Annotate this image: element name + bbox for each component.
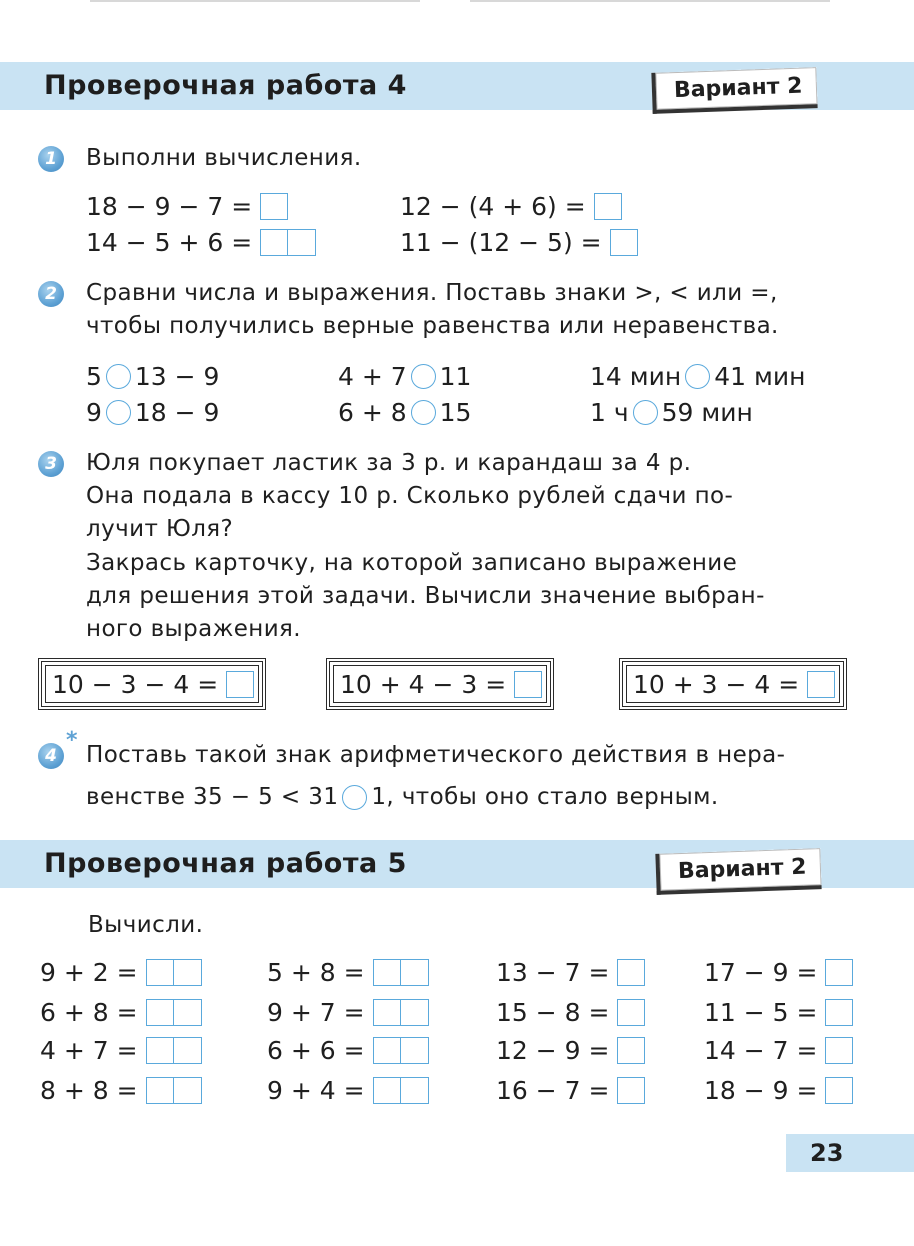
answer-box-ones[interactable] (401, 959, 429, 986)
compare-left: 4 + 7 (338, 362, 407, 391)
answer-box-tens[interactable] (373, 959, 401, 986)
calc-expression: 17 − 9 = (704, 958, 818, 987)
answer-box-tens[interactable] (146, 999, 174, 1026)
calc-expression: 16 − 7 = (496, 1076, 610, 1105)
calc-expression: 18 − 9 = (704, 1076, 818, 1105)
calc-1-4 (40, 1076, 202, 1105)
expression-card-3[interactable] (619, 658, 847, 710)
answer-box-tens[interactable] (146, 959, 174, 986)
answer-box[interactable] (594, 193, 622, 220)
answer-box[interactable] (226, 671, 254, 698)
calc-2-4 (267, 1076, 429, 1105)
compare-pair-2 (338, 362, 471, 391)
compare-left: 1 ч (590, 398, 629, 427)
compare-sign-circle[interactable] (106, 364, 131, 389)
work4-title: Проверочная работа 4 (44, 70, 407, 101)
operation-sign-circle[interactable] (342, 785, 367, 810)
calc-expression: 8 + 8 = (40, 1076, 138, 1105)
calc-expression: 11 − 5 = (704, 998, 818, 1027)
task1-expr-3-text: 14 − 5 + 6 = (86, 228, 253, 257)
work5-prompt: Вычисли. (88, 912, 204, 938)
card-expression: 10 − 3 − 4 = (52, 669, 219, 699)
compare-right: 11 (439, 362, 472, 391)
top-rule-right (470, 0, 830, 2)
answer-box[interactable] (617, 999, 645, 1026)
compare-left: 9 (86, 398, 102, 427)
compare-right: 41 мин (714, 362, 806, 391)
answer-box-ones[interactable] (174, 999, 202, 1026)
task1-prompt: Выполни вычисления. (86, 145, 362, 171)
task3-line-1: Юля покупает ластик за 3 р. и карандаш за 4 р. (86, 450, 692, 476)
task2-prompt-line2: чтобы получились верные равенства или неравенства. (86, 313, 779, 339)
calc-2-3 (267, 1036, 429, 1065)
calc-4-4 (704, 1076, 853, 1105)
work4-variant-label: Вариант 2 (651, 67, 817, 114)
answer-box-tens[interactable] (146, 1077, 174, 1104)
card-expression: 10 + 4 − 3 = (340, 669, 507, 699)
task1-expr-4 (400, 228, 638, 257)
task1-number-icon: 1 (38, 146, 64, 172)
task4-line-1: Поставь такой знак арифметического действия в нера- (86, 742, 786, 768)
compare-right: 13 − 9 (134, 362, 220, 391)
calc-4-2 (704, 998, 853, 1027)
answer-box[interactable] (617, 959, 645, 986)
task1-expr-1 (86, 192, 288, 221)
card-expression: 10 + 3 − 4 = (633, 669, 800, 699)
compare-pair-5 (338, 398, 471, 427)
task1-expr-1-text: 18 − 9 − 7 = (86, 192, 253, 221)
task3-line-6: ного выражения. (86, 616, 301, 642)
calc-4-1 (704, 958, 853, 987)
compare-right: 18 − 9 (134, 398, 220, 427)
answer-box[interactable] (514, 671, 542, 698)
calc-expression: 5 + 8 = (267, 958, 365, 987)
task1-expr-4-text: 11 − (12 − 5) = (400, 228, 602, 257)
task2-prompt-line1: Сравни числа и выражения. Поставь знаки >, < или =, (86, 280, 778, 306)
expression-card-1[interactable] (38, 658, 266, 710)
compare-sign-circle[interactable] (106, 400, 131, 425)
answer-box-tens[interactable] (146, 1037, 174, 1064)
task2-number-icon: 2 (38, 281, 64, 307)
compare-sign-circle[interactable] (633, 400, 658, 425)
star-icon: * (66, 728, 78, 753)
compare-left: 6 + 8 (338, 398, 407, 427)
calc-expression: 13 − 7 = (496, 958, 610, 987)
calc-expression: 6 + 8 = (40, 998, 138, 1027)
compare-right: 15 (439, 398, 472, 427)
calc-expression: 14 − 7 = (704, 1036, 818, 1065)
calc-expression: 6 + 6 = (267, 1036, 365, 1065)
task4-line-2 (86, 784, 719, 810)
calc-1-3 (40, 1036, 202, 1065)
answer-box-ones[interactable] (401, 1077, 429, 1104)
calc-3-2 (496, 998, 645, 1027)
calc-1-2 (40, 998, 202, 1027)
calc-expression: 9 + 4 = (267, 1076, 365, 1105)
task4-number-icon: 4 (38, 743, 64, 769)
page-number: 23 (786, 1134, 914, 1172)
answer-box[interactable] (617, 1037, 645, 1064)
answer-box-tens[interactable] (260, 229, 288, 256)
task1-expr-2 (400, 192, 622, 221)
compare-pair-3 (590, 362, 805, 391)
top-rule-left (90, 0, 420, 2)
task1-expr-2-text: 12 − (4 + 6) = (400, 192, 586, 221)
compare-left: 5 (86, 362, 102, 391)
answer-box[interactable] (807, 671, 835, 698)
answer-box-ones[interactable] (174, 959, 202, 986)
calc-expression: 9 + 7 = (267, 998, 365, 1027)
answer-box[interactable] (610, 229, 638, 256)
calc-2-2 (267, 998, 429, 1027)
calc-expression: 15 − 8 = (496, 998, 610, 1027)
compare-left: 14 мин (590, 362, 682, 391)
compare-sign-circle[interactable] (685, 364, 710, 389)
answer-box-ones[interactable] (288, 229, 316, 256)
calc-3-3 (496, 1036, 645, 1065)
calc-4-3 (704, 1036, 853, 1065)
calc-1-1 (40, 958, 202, 987)
answer-box[interactable] (617, 1077, 645, 1104)
answer-box-ones[interactable] (174, 1077, 202, 1104)
task3-line-2: Она подала в кассу 10 р. Сколько рублей сдачи по- (86, 483, 734, 509)
answer-box-tens[interactable] (373, 1037, 401, 1064)
answer-box[interactable] (825, 999, 853, 1026)
calc-expression: 12 − 9 = (496, 1036, 610, 1065)
answer-box[interactable] (825, 1037, 853, 1064)
work5-variant-label: Вариант 2 (655, 848, 821, 895)
task3-line-4: Закрась карточку, на которой записано выражение (86, 550, 738, 576)
answer-box-ones[interactable] (401, 999, 429, 1026)
compare-pair-6 (590, 398, 753, 427)
task3-line-5: для решения этой задачи. Вычисли значение выбран- (86, 583, 765, 609)
task4-line-2-start: венстве 35 − 5 < 31 (86, 784, 339, 810)
calc-expression: 9 + 2 = (40, 958, 138, 987)
compare-sign-circle[interactable] (411, 400, 436, 425)
answer-box-tens[interactable] (373, 1077, 401, 1104)
task3-number-icon: 3 (38, 451, 64, 477)
calc-3-4 (496, 1076, 645, 1105)
task1-expr-3 (86, 228, 316, 257)
calc-expression: 4 + 7 = (40, 1036, 138, 1065)
answer-box[interactable] (260, 193, 288, 220)
task3-line-3: лучит Юля? (86, 516, 234, 542)
answer-box-ones[interactable] (401, 1037, 429, 1064)
calc-2-1 (267, 958, 429, 987)
task4-line-2-end: 1, чтобы оно стало верным. (371, 784, 719, 810)
compare-sign-circle[interactable] (411, 364, 436, 389)
answer-box[interactable] (825, 1077, 853, 1104)
expression-card-2[interactable] (326, 658, 554, 710)
compare-pair-1 (86, 362, 219, 391)
answer-box[interactable] (825, 959, 853, 986)
calc-3-1 (496, 958, 645, 987)
answer-box-ones[interactable] (174, 1037, 202, 1064)
compare-pair-4 (86, 398, 219, 427)
compare-right: 59 мин (661, 398, 753, 427)
work5-title: Проверочная работа 5 (44, 848, 407, 879)
answer-box-tens[interactable] (373, 999, 401, 1026)
